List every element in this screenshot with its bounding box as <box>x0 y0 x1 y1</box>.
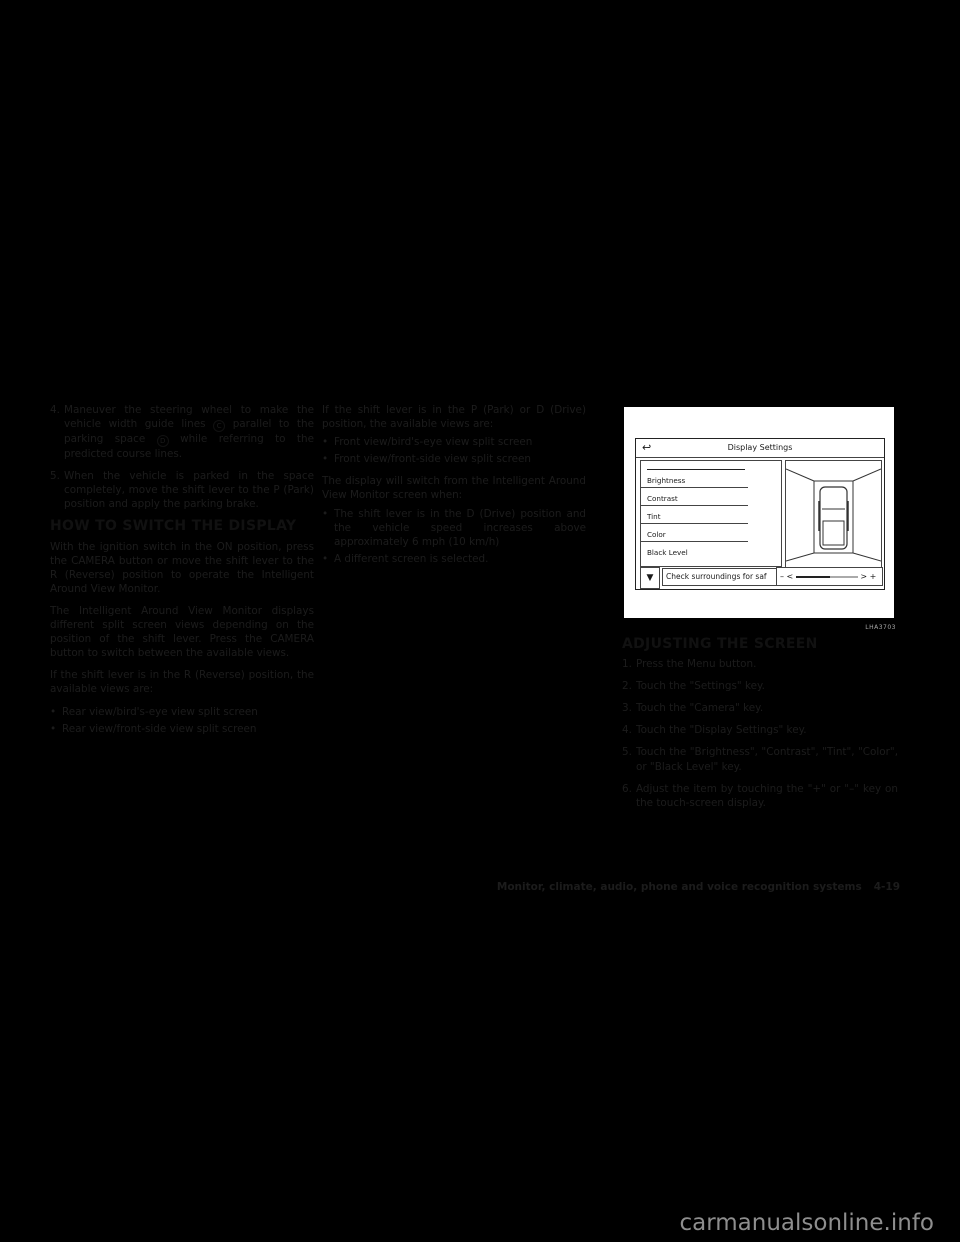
step-5 <box>50 469 314 511</box>
right-column-content <box>622 637 898 818</box>
bullet-icon: • <box>322 436 329 449</box>
warning-bar <box>640 567 780 587</box>
minus-button: – <box>780 572 784 581</box>
menu-item-contrast: Contrast <box>641 488 748 506</box>
step-text: When the vehicle is parked in the space completely, move the shift lever to the P (Park) position and apply the parking brake. <box>64 470 314 511</box>
bullet-icon: • <box>50 705 57 718</box>
menu-item-brightness: Brightness <box>641 470 748 488</box>
step-item: 5. Touch the "Brightness", "Contrast", "Tint", "Color", or "Black Level" key. <box>622 746 898 773</box>
display-settings-screen <box>635 438 885 590</box>
screen-title-bar <box>636 439 884 458</box>
step-number: 5. <box>50 470 60 483</box>
paragraph: With the ignition switch in the ON position, press the CAMERA button or move the shift lever to the R (Reverse) position to operate the Intelligent Around View Monitor. <box>50 540 314 595</box>
figure-caption: LHA3703 <box>865 624 896 631</box>
display-settings-figure <box>622 405 898 631</box>
chevron-left-icon: < <box>786 572 794 581</box>
menu-item-black-level: Black Level <box>647 548 688 557</box>
bullet-item: • Rear view/bird's-eye view split screen <box>50 705 258 718</box>
slider-track <box>796 576 858 578</box>
step-text: Maneuver the steering wheel to make the vehicle width guide lines C parallel to the parking space D while referring to the predicted course lines. <box>64 404 314 461</box>
step-item: 1. Press the Menu button. <box>622 658 757 671</box>
bullet-item: • Front view/front-side view split screen <box>322 453 531 466</box>
middle-column-content <box>322 403 586 569</box>
step-4 <box>50 403 314 461</box>
figure-image <box>624 407 894 618</box>
warning-text: Check surroundings for saf <box>662 568 783 586</box>
vehicle-top-view-icon <box>786 461 881 584</box>
back-arrow-icon: ↩ <box>642 441 652 454</box>
step-item: 3. Touch the "Camera" key. <box>622 702 764 715</box>
menu-item-tint: Tint <box>641 506 748 524</box>
left-column-content <box>50 403 314 739</box>
watermark: carmanualsonline.info <box>679 1210 934 1236</box>
camera-warning-icon: ▼ <box>640 567 660 589</box>
menu-item-color: Color <box>641 524 748 542</box>
paragraph: The Intelligent Around View Monitor displays different split screen views depending on the position of the shift lever. Press the CAMERA button to switch between the available views. <box>50 604 314 660</box>
bullet-item: • The shift lever is in the D (Drive) position and the vehicle speed increases above approximately 6 mph (10 km/h) <box>322 507 586 548</box>
step-item: 4. Touch the "Display Settings" key. <box>622 724 807 737</box>
bullet-icon: • <box>322 552 329 565</box>
menu-divider <box>647 461 745 470</box>
bullet-icon: • <box>322 453 329 466</box>
paragraph: If the shift lever is in the P (Park) or D (Drive) position, the available views are: <box>322 404 586 431</box>
bullet-icon: • <box>50 722 57 735</box>
paragraph: If the shift lever is in the R (Reverse) position, the available views are: <box>50 669 314 696</box>
bullet-item: • Front view/bird's-eye view split screen <box>322 436 533 449</box>
paragraph: The display will switch from the Intelligent Around View Monitor screen when: <box>322 475 586 502</box>
section-title: Monitor, climate, audio, phone and voice recognition systems <box>496 881 862 893</box>
step-item: 2. Touch the "Settings" key. <box>622 680 765 693</box>
bullet-item: • A different screen is selected. <box>322 552 489 565</box>
bullet-item: • Rear view/front-side view split screen <box>50 722 257 735</box>
plus-button: + <box>869 572 877 581</box>
bullet-icon: • <box>322 507 329 520</box>
step-item: 6. Adjust the item by touching the "+" or "–" key on the touch-screen display. <box>622 782 898 809</box>
section-heading: ADJUSTING THE SCREEN <box>622 636 818 652</box>
chevron-right-icon: > <box>860 572 868 581</box>
section-heading: HOW TO SWITCH THE DISPLAY <box>50 518 297 535</box>
step-number: 4. <box>50 404 60 416</box>
marker-d-icon: D <box>157 435 169 447</box>
adjust-slider <box>776 567 883 586</box>
settings-menu <box>640 460 782 567</box>
marker-c-icon: C <box>213 420 225 432</box>
page-number: 4-19 <box>873 881 900 893</box>
page-footer <box>400 881 900 893</box>
screen-title: Display Settings <box>727 443 793 452</box>
